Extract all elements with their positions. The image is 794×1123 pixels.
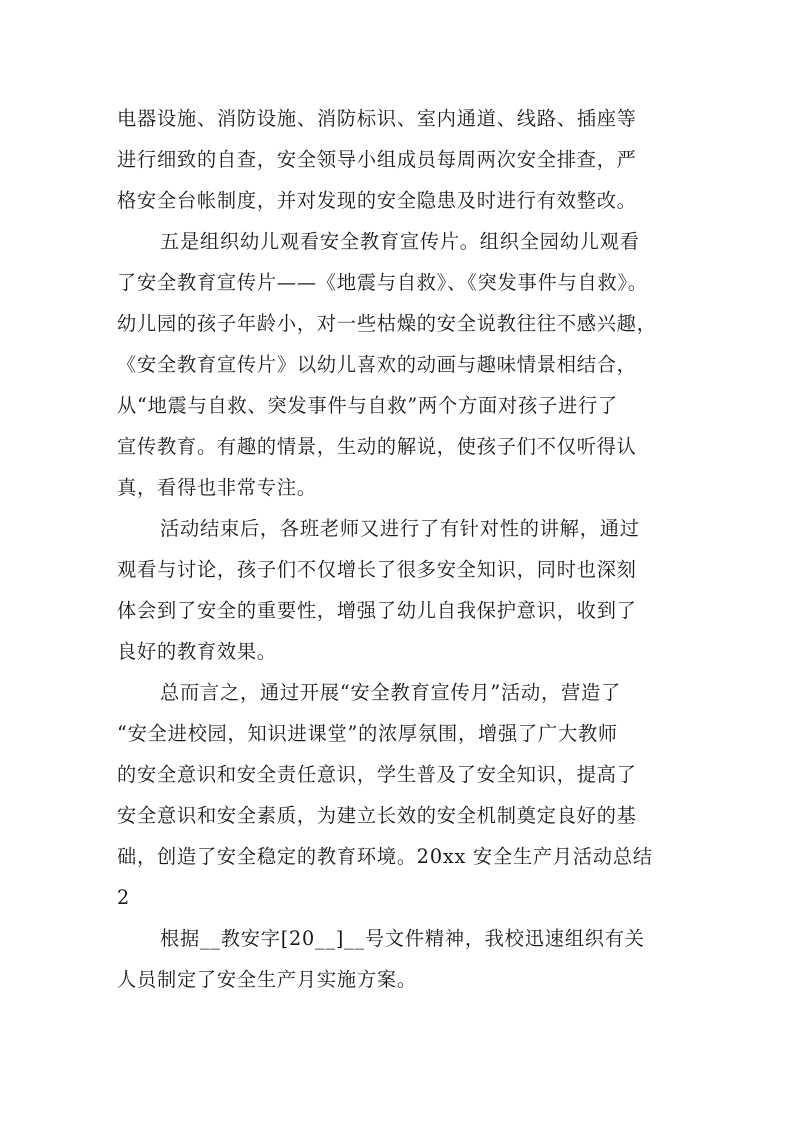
text-line: 宣传教育。有趣的情景，生动的解说，使孩子们不仅听得认	[117, 435, 637, 458]
text-line: 观看与讨论，孩子们不仅增长了很多安全知识，同时也深刻	[117, 558, 637, 581]
text-line: 安全意识和安全素质，为建立长效的安全机制奠定良好的基	[117, 804, 637, 827]
text-line: 良好的教育效果。	[117, 640, 277, 663]
text-line: 的安全意识和安全责任意识，学生普及了安全知识，提高了	[117, 763, 637, 786]
text-line: 五是组织幼儿观看安全教育宣传片。组织全园幼儿观看	[160, 230, 640, 253]
text-line: 进行细致的自查，安全领导小组成员每周两次安全排查，严	[117, 148, 637, 171]
text-line: 了安全教育宣传片——《地震与自救》、《突发事件与自救》。	[117, 271, 648, 294]
text-line: 根据__教安字[20__]__号文件精神，我校迅速组织有关	[160, 927, 645, 950]
text-line: “安全进校园，知识进课堂”的浓厚氛围，增强了广大教师	[117, 722, 618, 745]
text-line: 电器设施、消防设施、消防标识、室内通道、线路、插座等	[117, 107, 637, 130]
text-line: 格安全台帐制度，并对发现的安全隐患及时进行有效整改。	[117, 189, 637, 212]
text-line: 幼儿园的孩子年龄小，对一些枯燥的安全说教往往不感兴趣，	[117, 312, 657, 335]
text-line: 2	[117, 886, 131, 909]
text-line: 从“地震与自救、突发事件与自救”两个方面对孩子进行了	[117, 394, 618, 417]
text-line: 体会到了安全的重要性，增强了幼儿自我保护意识，收到了	[117, 599, 637, 622]
text-line: 活动结束后，各班老师又进行了有针对性的讲解，通过	[160, 517, 640, 540]
document-body	[117, 98, 687, 1000]
text-line: 础，创造了安全稳定的教育环境。20xx 安全生产月活动总结	[117, 845, 653, 868]
text-line: 真，看得也非常专注。	[117, 476, 317, 499]
text-line: 人员制定了安全生产月实施方案。	[117, 968, 417, 991]
text-line: 《安全教育宣传片》以幼儿喜欢的动画与趣味情景相结合，	[117, 353, 637, 376]
text-line: 总而言之，通过开展“安全教育宣传月”活动，营造了	[160, 681, 621, 704]
